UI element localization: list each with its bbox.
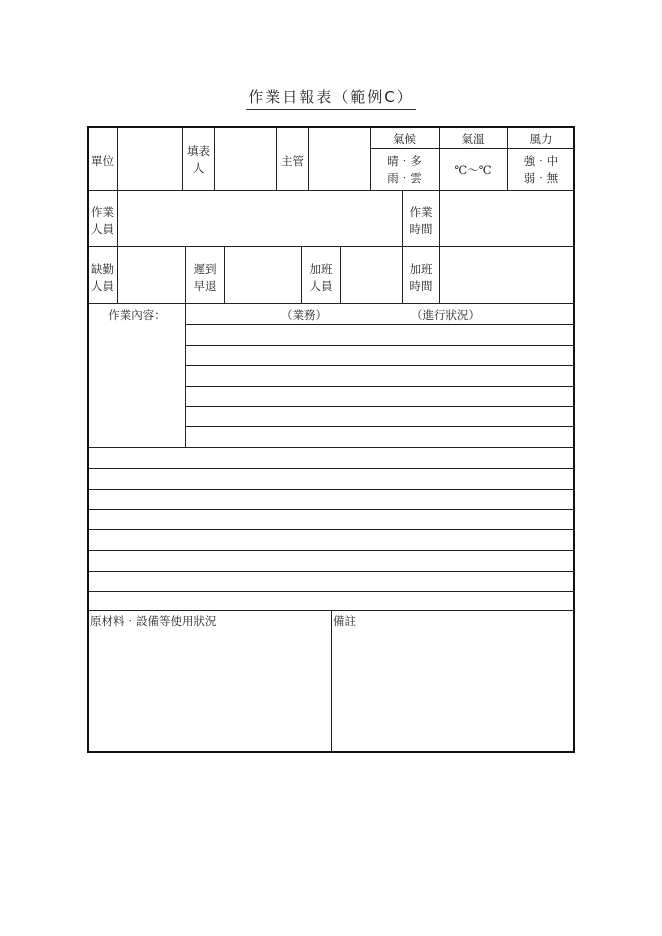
line <box>89 489 575 490</box>
overtime-time-label: 加班 時間 <box>409 262 433 293</box>
supervisor-label: 主管 <box>281 154 304 168</box>
line <box>185 386 575 387</box>
line <box>185 426 575 427</box>
materials-field[interactable] <box>90 631 330 751</box>
unit-label: 單位 <box>91 154 114 168</box>
workers-field[interactable] <box>118 191 401 245</box>
progress-column-header: （進行狀況） <box>411 308 480 322</box>
work-time-field[interactable] <box>440 191 574 245</box>
line <box>185 365 575 366</box>
wind-label: 風力 <box>529 132 553 146</box>
supervisor-field[interactable] <box>309 129 369 189</box>
unit-field[interactable] <box>118 129 181 189</box>
work-content-label: 作業內容： <box>108 308 166 322</box>
temperature-value: ℃～℃ <box>454 163 492 177</box>
daily-report-form <box>87 126 575 753</box>
line <box>185 345 575 346</box>
late-leave-label: 遲到 早退 <box>193 262 217 293</box>
line <box>89 447 575 448</box>
line <box>89 550 575 551</box>
line <box>89 509 575 510</box>
line <box>370 148 575 149</box>
overtime-time-field[interactable] <box>440 247 574 302</box>
page-title-text: 作業日報表（範例C） <box>246 88 415 110</box>
temperature-label: 氣溫 <box>461 132 485 146</box>
weather-label: 氣候 <box>393 132 416 146</box>
filler-label: 填表 人 <box>187 144 210 175</box>
line <box>185 406 575 407</box>
overtime-staff-label: 加班 人員 <box>309 262 333 293</box>
remarks-label: 備註 <box>333 614 356 628</box>
line <box>89 591 575 592</box>
line <box>89 468 575 469</box>
workers-label: 作業 人員 <box>91 205 114 236</box>
line <box>89 610 575 611</box>
line <box>185 324 575 325</box>
wind-options: 強‧中 弱‧無 <box>523 154 559 185</box>
materials-label: 原材料‧設備等使用狀況 <box>90 614 217 628</box>
line <box>331 610 332 753</box>
filler-field[interactable] <box>215 129 275 189</box>
work-time-label: 作業 時間 <box>409 205 433 236</box>
line <box>89 529 575 530</box>
weather-options: 晴‧多 雨‧雲 <box>387 154 422 185</box>
overtime-staff-field[interactable] <box>341 247 401 302</box>
late-leave-field[interactable] <box>225 247 300 302</box>
remarks-field[interactable] <box>333 631 573 751</box>
absent-field[interactable] <box>118 247 184 302</box>
page-title <box>0 86 662 107</box>
absent-label: 缺勤 人員 <box>91 262 114 293</box>
line <box>89 571 575 572</box>
task-column-header: （業務） <box>281 308 327 322</box>
line <box>89 303 575 304</box>
